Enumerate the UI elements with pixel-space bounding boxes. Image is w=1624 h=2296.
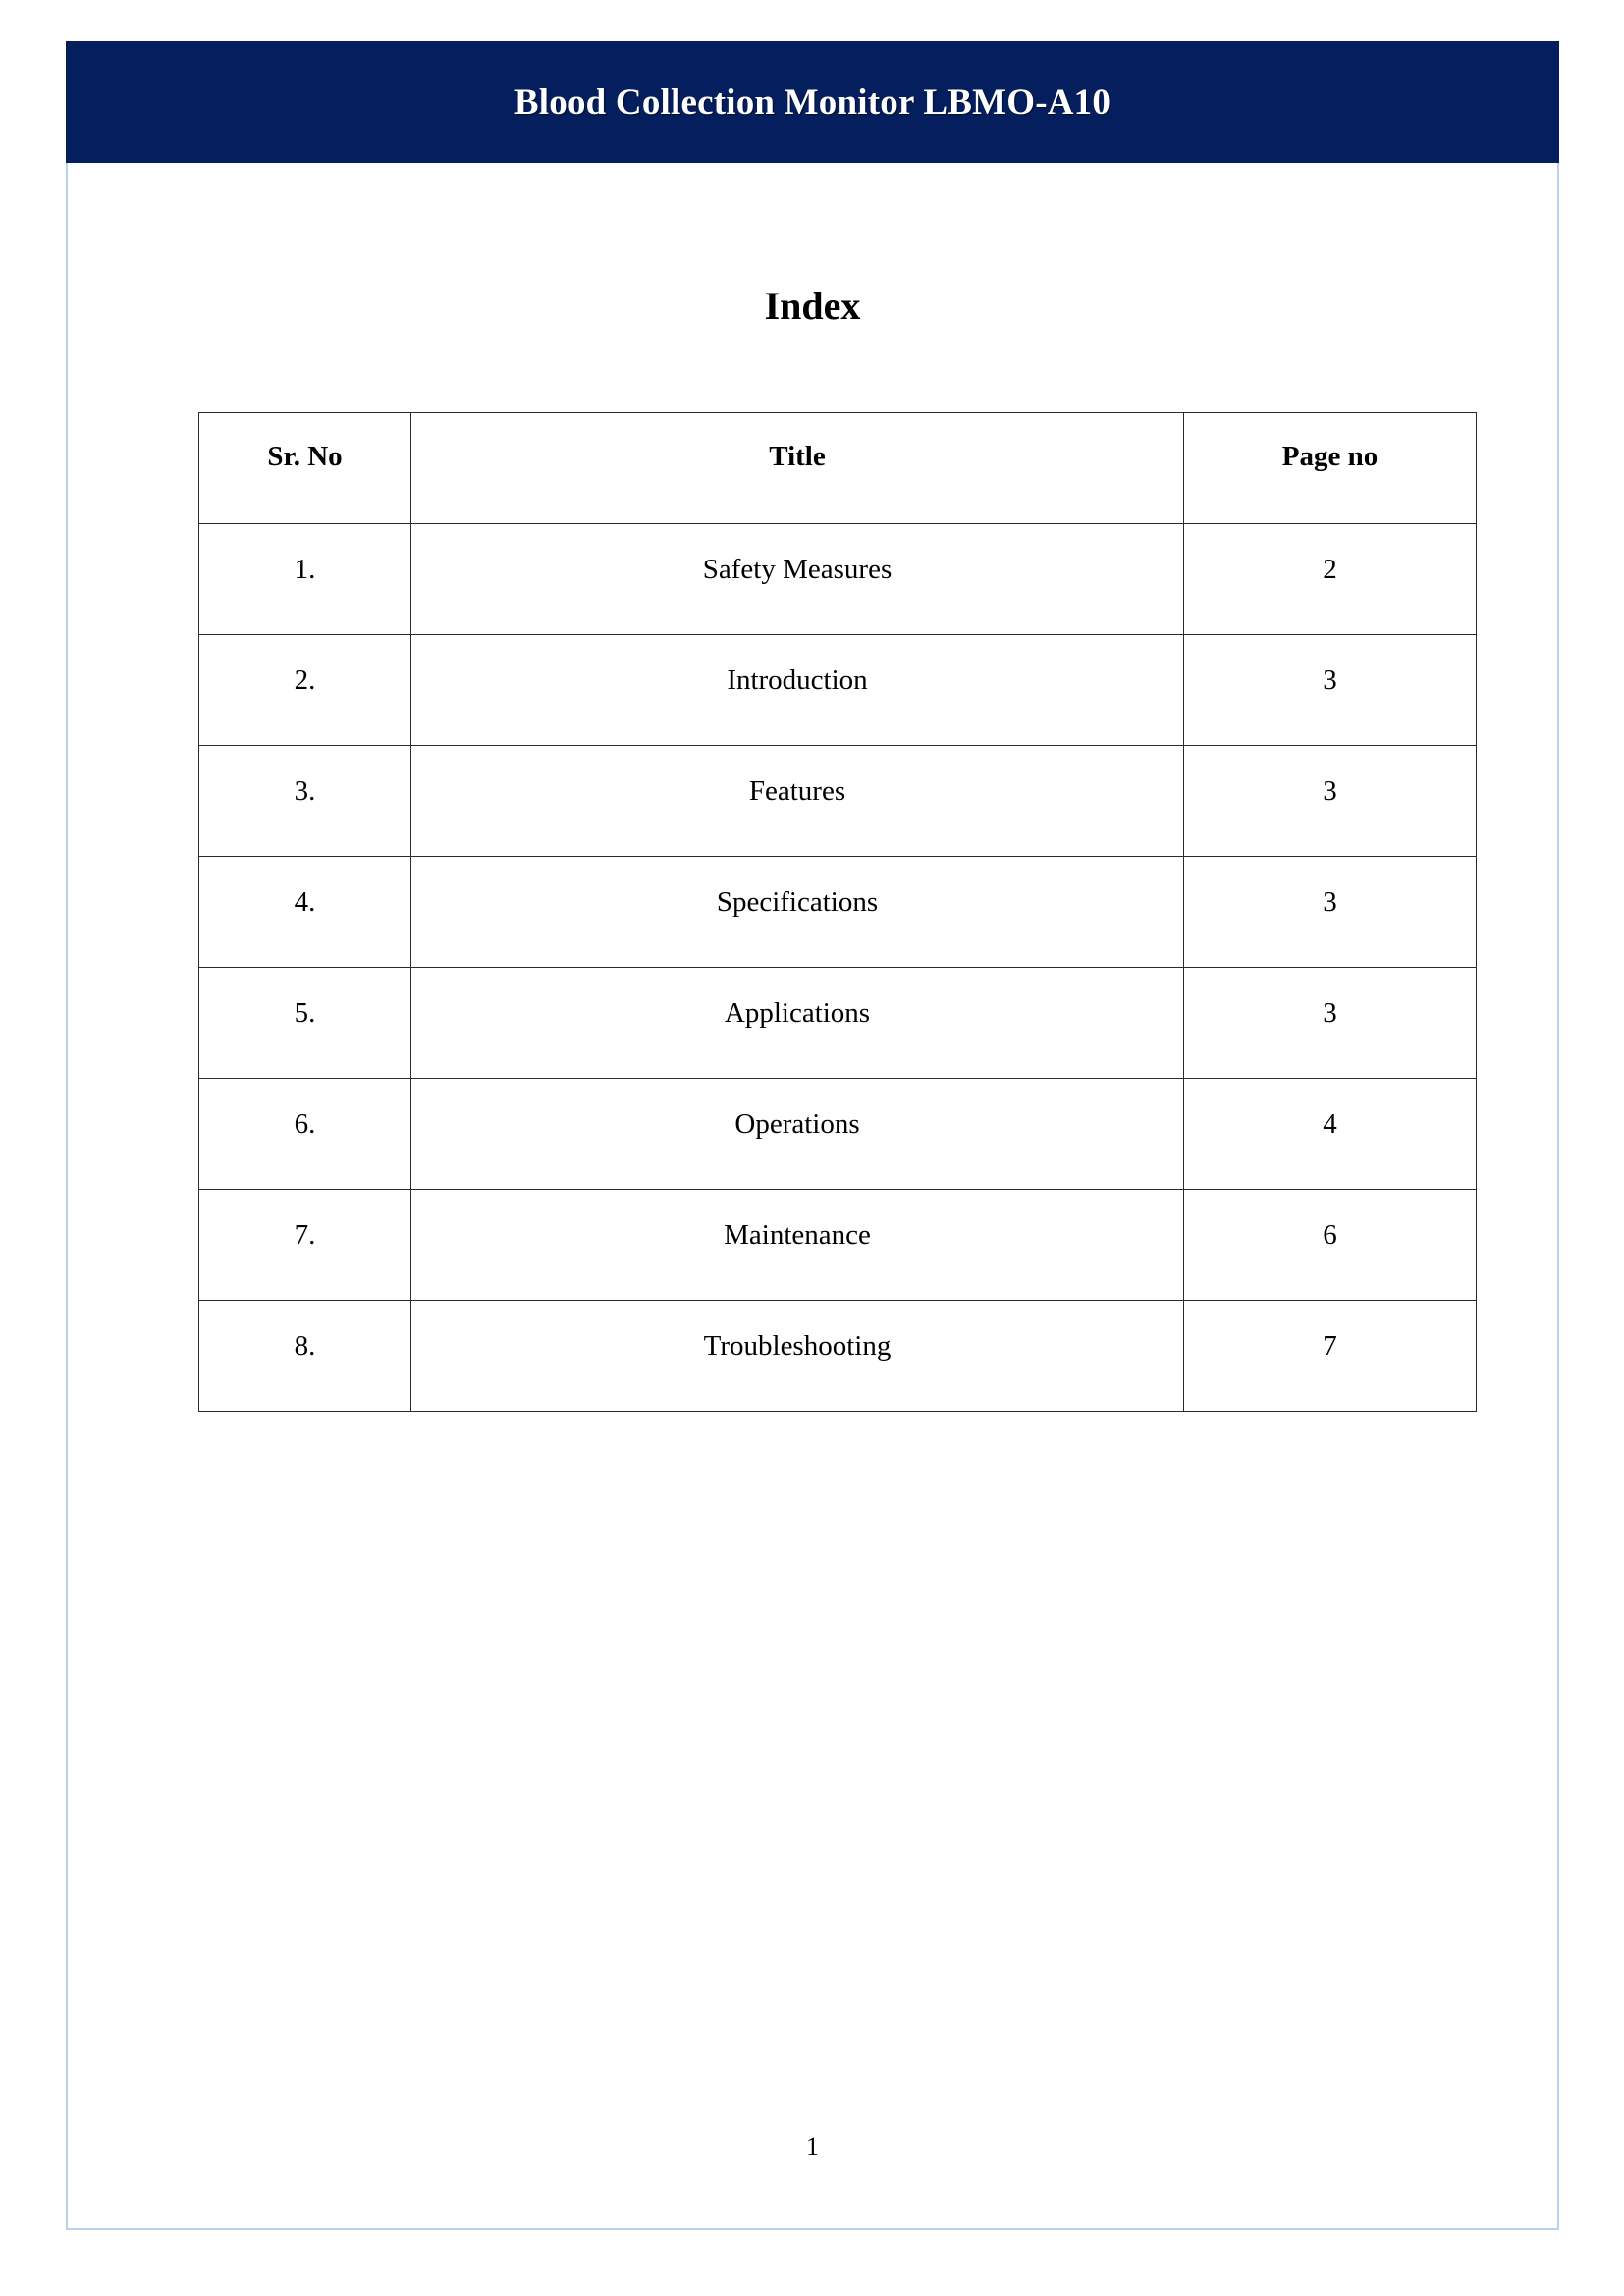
cell-sr-no: 2.	[199, 635, 411, 746]
cell-page-no: 7	[1184, 1301, 1477, 1412]
index-table	[198, 412, 1477, 1412]
index-table-container	[198, 412, 1476, 1412]
cell-title: Troubleshooting	[411, 1301, 1184, 1412]
index-table-body	[199, 524, 1477, 1412]
cell-title: Applications	[411, 968, 1184, 1079]
cell-page-no: 3	[1184, 968, 1477, 1079]
cell-page-no: 2	[1184, 524, 1477, 635]
document-header-banner	[66, 41, 1559, 163]
table-row	[199, 1079, 1477, 1190]
cell-title: Specifications	[411, 857, 1184, 968]
cell-title: Operations	[411, 1079, 1184, 1190]
footer-page-number: 1	[806, 2132, 819, 2161]
table-row	[199, 635, 1477, 746]
cell-sr-no: 3.	[199, 746, 411, 857]
cell-sr-no: 8.	[199, 1301, 411, 1412]
table-row	[199, 746, 1477, 857]
cell-page-no: 6	[1184, 1190, 1477, 1301]
cell-title: Introduction	[411, 635, 1184, 746]
cell-sr-no: 1.	[199, 524, 411, 635]
cell-sr-no: 6.	[199, 1079, 411, 1190]
cell-page-no: 4	[1184, 1079, 1477, 1190]
table-header-row	[199, 413, 1477, 524]
table-row	[199, 1301, 1477, 1412]
cell-sr-no: 7.	[199, 1190, 411, 1301]
cell-page-no: 3	[1184, 635, 1477, 746]
column-header-sr-no: Sr. No	[199, 413, 411, 524]
table-row	[199, 1190, 1477, 1301]
cell-page-no: 3	[1184, 746, 1477, 857]
page-title: Index	[764, 284, 861, 328]
document-title: Blood Collection Monitor LBMO-A10	[514, 81, 1111, 123]
cell-sr-no: 5.	[199, 968, 411, 1079]
table-row	[199, 524, 1477, 635]
cell-title: Features	[411, 746, 1184, 857]
table-row	[199, 857, 1477, 968]
cell-page-no: 3	[1184, 857, 1477, 968]
document-page	[66, 41, 1559, 2230]
cell-title: Safety Measures	[411, 524, 1184, 635]
column-header-page-no: Page no	[1184, 413, 1477, 524]
table-row	[199, 968, 1477, 1079]
column-header-title: Title	[411, 413, 1184, 524]
cell-sr-no: 4.	[199, 857, 411, 968]
cell-title: Maintenance	[411, 1190, 1184, 1301]
